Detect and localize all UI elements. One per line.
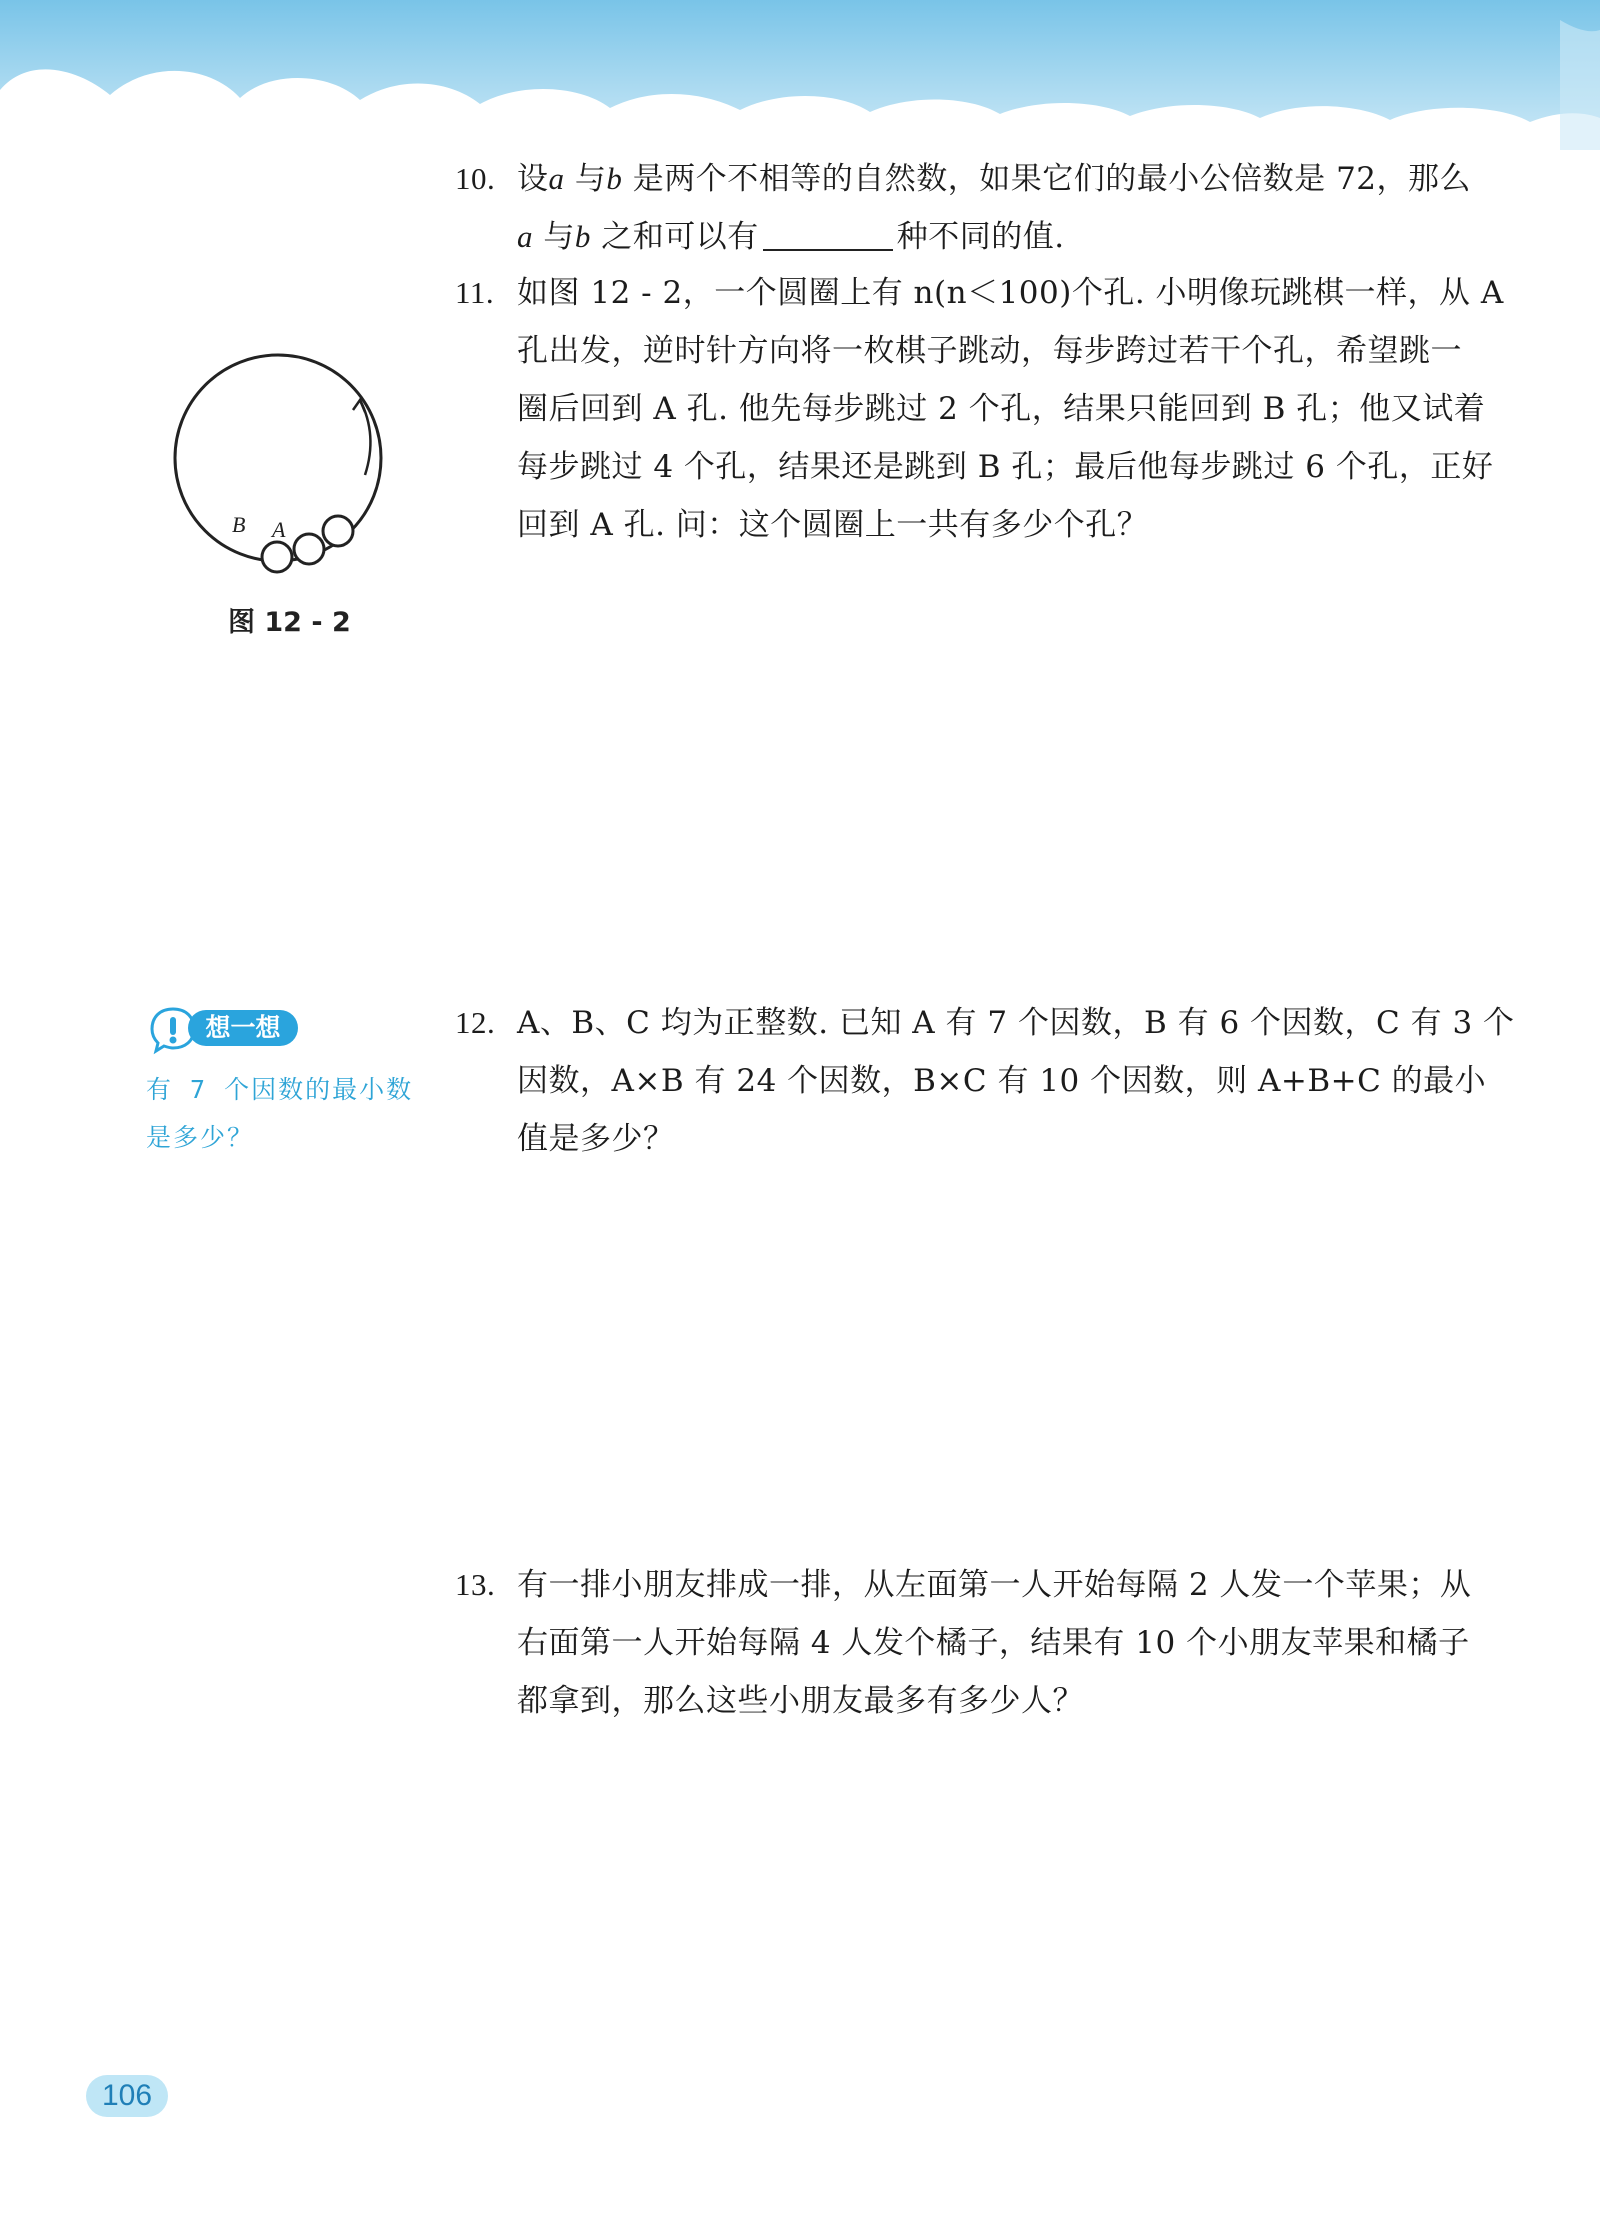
tip-text: 有 7 个因数的最小数是多少？	[146, 1075, 414, 1152]
problem-number: 13.	[455, 1567, 496, 1602]
problem-text-line: 孔出发，逆时针方向将一枚棋子跳动，每步跨过若干个孔，希望跳一	[517, 333, 1462, 369]
circle-holes-figure	[160, 340, 400, 580]
problem-text-line: 如图 12 - 2，一个圆圈上有 n(n＜100)个孔. 小明像玩跳棋一样，从 A	[517, 275, 1504, 311]
problem-text-line: 都拿到，那么这些小朋友最多有多少人？	[517, 1683, 1084, 1719]
problem-number: 11.	[455, 275, 495, 310]
problem-13	[455, 1556, 1475, 1730]
problem-text-line: 回到 A 孔. 问：这个圆圈上一共有多少个孔？	[517, 507, 1149, 543]
problem-text-line: 每步跳过 4 个孔，结果还是跳到 B 孔；最后他每步跳过 6 个孔，正好	[517, 449, 1494, 485]
page-number: 106	[86, 2075, 168, 2117]
problem-text-line: A、B、C 均为正整数. 已知 A 有 7 个因数，B 有 6 个因数，C 有 3 个	[517, 1005, 1515, 1041]
problem-number: 10.	[455, 161, 496, 196]
tip-title: 想一想	[188, 1010, 298, 1046]
figure-caption: 图 12 - 2	[228, 607, 351, 638]
problem-text-line: 因数，A×B 有 24 个因数，B×C 有 10 个因数，则 A+B+C 的最小	[517, 1063, 1487, 1099]
problem-10: 10. 设a 与b 是两个不相等的自然数，如果它们的最小公倍数是 72，那么 a 与b 之和可以有 种不同的值.	[455, 150, 1475, 266]
problem-number: 12.	[455, 1005, 496, 1040]
label-b: B	[232, 512, 246, 537]
header-cloud-band	[0, 0, 1600, 150]
label-a: A	[272, 517, 286, 542]
problem-text-line: 右面第一人开始每隔 4 人发个橘子，结果有 10 个小朋友苹果和橘子	[517, 1625, 1470, 1661]
problem-12	[455, 994, 1515, 1168]
problem-11	[455, 264, 1504, 554]
answer-blank[interactable]	[763, 215, 893, 251]
problem-text-line: 值是多少？	[517, 1121, 675, 1157]
problem-text-line: 有一排小朋友排成一排，从左面第一人开始每隔 2 人发一个苹果；从	[517, 1567, 1472, 1603]
problem-text-line: 圈后回到 A 孔. 他先每步跳过 2 个孔，结果只能回到 B 孔；他又试着	[517, 391, 1486, 427]
